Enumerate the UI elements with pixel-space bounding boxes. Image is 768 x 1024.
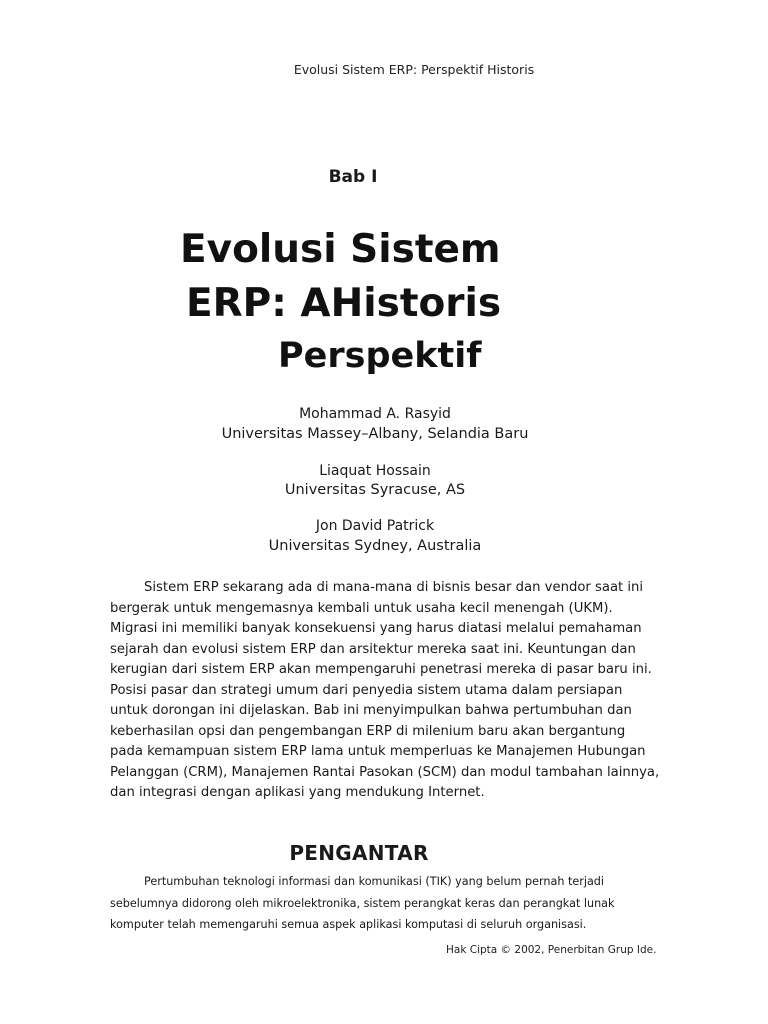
author-name: Mohammad A. Rasyid bbox=[299, 406, 451, 422]
abstract-paragraph: Sistem ERP sekarang ada di mana-mana di bisnis besar dan vendor saat ini bergerak untuk mengemasnya kembali untuk usaha kecil menengah (UKM). Migrasi ini memiliki banyak konsekuensi yang harus diatasi melalui pemahaman sejarah dan evolusi sistem ERP dan arsitektur mereka saat ini. Keuntungan dan kerugian dari sistem ERP akan mempengaruhi penetrasi mereka di pasar baru ini. Posisi pasar dan strategi umum dari penyedia sistem utama dalam persiapan untuk dorongan ini dijelaskan. Bab ini menyimpulkan bahwa pertumbuhan dan keberhasilan opsi dan pengembangan ERP di milenium baru akan bergantung pada kemampuan sistem ERP lama untuk memperluas ke Manajemen Hubungan Pelanggan (CRM), Manajemen Rantai Pasokan (SCM) dan modul tambahan lainnya, dan integrasi dengan aplikasi yang mendukung Internet. bbox=[110, 580, 660, 800]
author-name: Liaquat Hossain bbox=[319, 463, 431, 479]
chapter-label: Bab I bbox=[328, 167, 378, 187]
intro-paragraph: Pertumbuhan teknologi informasi dan komunikasi (TIK) yang belum pernah terjadi sebelumnya didorong oleh mikroelektronika, sistem perangkat keras dan perangkat lunak komputer telah memengaruhi semua aspek aplikasi komputasi di seluruh organisasi. bbox=[110, 875, 615, 931]
section-heading: PENGANTAR bbox=[289, 841, 429, 865]
abstract bbox=[110, 578, 662, 804]
copyright-notice: Hak Cipta © 2002, Penerbitan Grup Ide. bbox=[446, 944, 657, 956]
author-affiliation: Universitas Syracuse, AS bbox=[284, 482, 466, 498]
chapter-title-line-2: ERP: AHistoris bbox=[186, 281, 502, 326]
intro-section bbox=[110, 871, 650, 936]
author-name: Jon David Patrick bbox=[315, 518, 435, 534]
author-affiliation: Universitas Massey–Albany, Selandia Baru bbox=[221, 426, 529, 442]
author-affiliation: Universitas Sydney, Australia bbox=[268, 538, 482, 554]
chapter-title-line-1: Evolusi Sistem bbox=[180, 227, 501, 272]
chapter-title-line-3: Perspektif bbox=[278, 336, 482, 376]
running-header: Evolusi Sistem ERP: Perspektif Historis bbox=[293, 62, 535, 77]
